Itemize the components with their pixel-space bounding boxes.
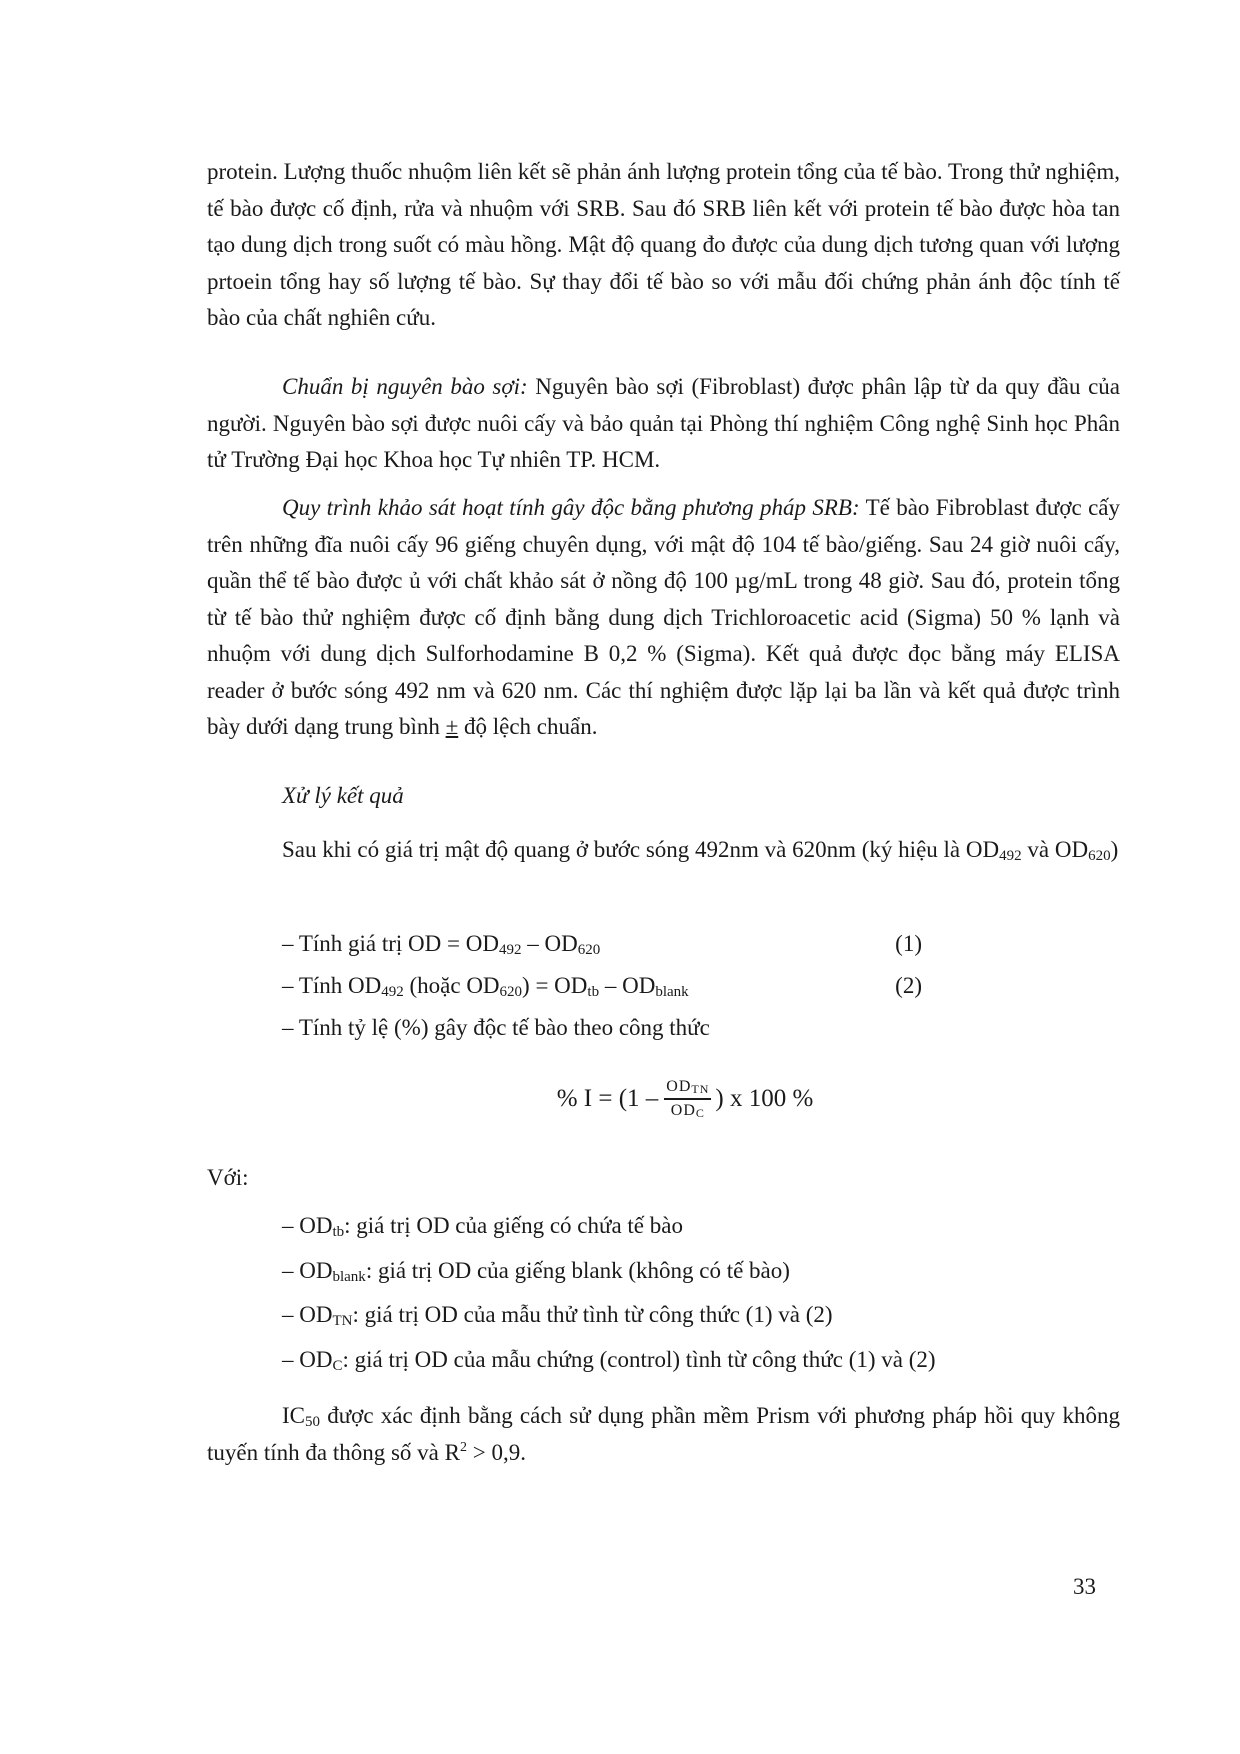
paragraph-ic50 — [207, 1398, 1120, 1471]
paragraph-text: được xác định bằng cách sử dụng phần mềm Prism với phương pháp hồi quy không tuyến tính đa thông số và R — [207, 1403, 1120, 1465]
formula-lhs: % I = (1 – — [556, 1085, 659, 1112]
subscript: 50 — [305, 1414, 320, 1430]
step-3 — [282, 1007, 922, 1049]
od-symbol: OD — [965, 837, 1000, 862]
step-2 — [282, 965, 922, 1007]
definitions-list — [282, 1208, 1122, 1386]
calculation-steps — [282, 923, 922, 1049]
formula-rhs: ) x 100 % — [715, 1085, 814, 1112]
definition-item: – $OD_{TN}$: giá trị OD của mẫu thử tình từ công thức (1) và (2) — [282, 1302, 833, 1329]
superscript: 2 — [459, 1439, 467, 1455]
paragraph-text: Tế bào Fibroblast được cấy trên những đĩa nuôi cấy 96 giếng chuyên dụng, với mật độ 104 tế bào/giếng. Sau 24 giờ nuôi cấy, quần thể tế bào được ủ với chất khảo sát ở nồng độ 100 µg/mL trong 48 giờ. Sau đó, protein tổng từ tế bào thử nghiệm được cố định bằng dung dịch Trichloroacetic acid (Sigma) 50 % lạnh và nhuộm với dung dịch Sulforhodamine B 0,2 % (Sigma). Kết quả được đọc bằng máy ELISA reader ở bước sóng 492 nm và 620 nm. Các thí nghiệm được lặp lại ba lần và kết quả được trình bày dưới dạng trung bình — [207, 495, 1121, 739]
subscript: 492 — [999, 848, 1022, 864]
subscript: 620 — [1088, 848, 1111, 864]
equation-number: (1) — [895, 931, 922, 956]
paragraph-heading: Quy trình khảo sát hoạt tính gây độc bằng phương pháp SRB: — [282, 495, 860, 520]
paragraph-text-end: > 0,9. — [466, 1439, 526, 1465]
definition-item: – $OD_{blank}$: giá trị OD của giếng blank (không có tế bào) — [282, 1257, 790, 1285]
fraction-numerator: $OD_{TN}$ — [664, 1077, 711, 1100]
with-label: Với: — [207, 1165, 249, 1190]
step-text: – Tính giá trị OD = $OD_{492} - OD_{620}$ — [282, 931, 601, 958]
plus-minus-symbol: ± — [445, 714, 459, 739]
definition-item: – $OD_C$: giá trị OD của mẫu chứng (control) tình từ công thức (1) và (2) — [282, 1346, 936, 1374]
paragraph-text: Nguyên bào sợi (Fibroblast) được phân lập từ da quy đầu của người. Nguyên bào sợi được nuôi cấy và bảo quản tại Phòng thí nghiệm Công nghệ Sinh học Phân tử Trường Đại học Khoa học Tự nhiên TP. HCM. — [207, 374, 1120, 472]
paragraph-od-intro — [207, 832, 1120, 869]
paragraph-text: Sau khi có giá trị mật độ quang ở bước sóng 492nm và 620nm (ký hiệu là — [282, 837, 966, 862]
step-1 — [282, 923, 922, 965]
definition-item: – $OD_{tb}$: giá trị OD của giếng có chứa tế bào — [282, 1213, 683, 1240]
equation-number: (2) — [895, 973, 922, 998]
formula-fraction — [664, 1077, 711, 1121]
ic-symbol: IC — [282, 1403, 305, 1428]
paragraph-heading: Chuẩn bị nguyên bào sợi: — [282, 374, 528, 399]
paragraph-fibroblast-preparation — [207, 369, 1120, 479]
page-number: 33 — [1073, 1574, 1096, 1599]
section-heading: Xử lý kết quả — [282, 783, 404, 808]
paragraph-srb-principle: protein. Lượng thuốc nhuộm liên kết sẽ phản ánh lượng protein tổng của tế bào. Trong thử nghiệm, tế bào được cố định, rửa và nhuộm với SRB. Sau đó SRB liên kết với protein tế bào được hòa tan tạo dung dịch trong suốt có màu hồng. Mật độ quang đo được của dung dịch tương quan với lượng prtoein tổng hay số lượng tế bào. Sự thay đổi tế bào so với mẫu đối chứng phản ánh độc tính tế bào của chất nghiên cứu. — [207, 159, 1120, 330]
paragraph-text-end: độ lệch chuẩn. — [458, 714, 598, 739]
fraction-denominator: $OD_C$ — [670, 1102, 705, 1120]
paragraph-text: và — [1021, 837, 1055, 862]
step-text: – Tính $OD_{492}$ (hoặc $OD_{620}) = OD_{tb} - OD_{blank}$ — [282, 973, 689, 1000]
step-text: – Tính tỷ lệ (%) gây độc tế bào theo công thức — [282, 1015, 710, 1040]
inhibition-formula — [0, 1077, 1240, 1121]
od-symbol: OD — [1054, 837, 1089, 862]
paragraph-srb-procedure — [207, 490, 1120, 746]
paragraph-text: ) — [1110, 837, 1119, 862]
